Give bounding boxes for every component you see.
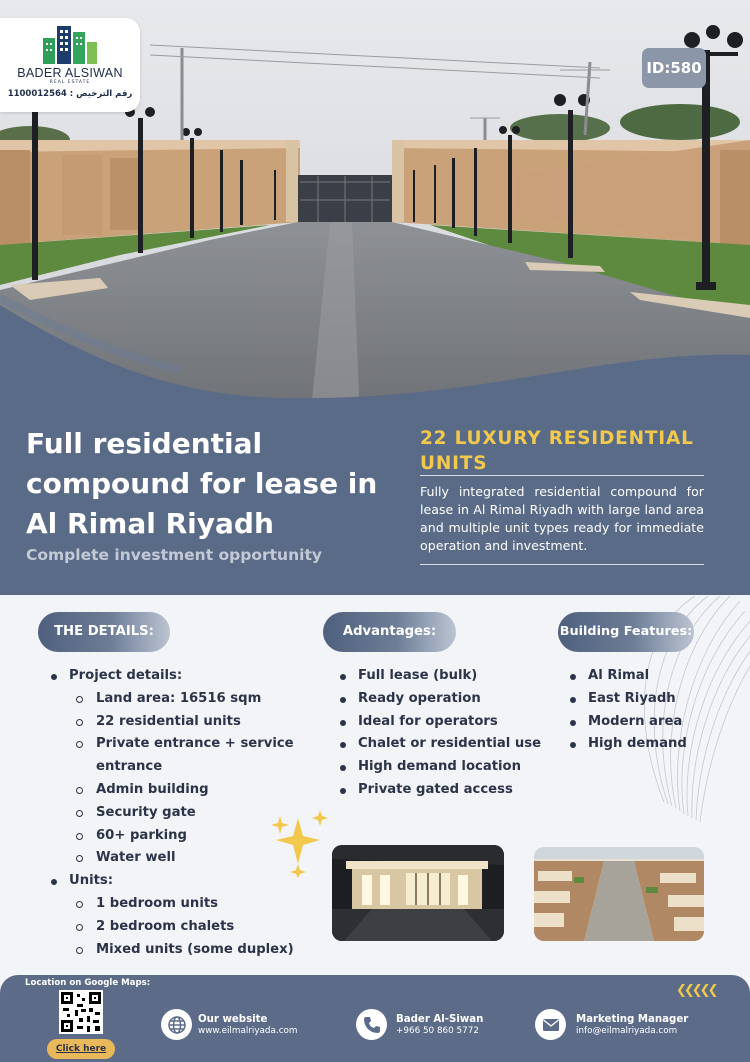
building-logo-icon [39,24,101,66]
page-title: Full residential compound for lease in Al Rimal Riyadh [26,427,378,540]
list-item: 60+ parking [96,825,319,848]
website-label: Our website [198,1014,268,1025]
list-item: Full lease (bulk) [358,665,558,688]
page-subtitle: Complete investment opportunity [26,546,322,564]
contact-block[interactable] [396,1014,483,1037]
aerial-compound-photo [534,847,704,941]
list-item: Ideal for operators [358,711,558,734]
list-item: Al Rimal [588,665,728,688]
brand-subtitle: REAL ESTATE [49,80,91,85]
contact-phone[interactable]: +966 50 860 5772 [396,1026,479,1036]
advantages-heading: Advantages: [323,612,456,652]
list-item: Private entrance + service entrance [96,733,319,779]
list-item: 2 bedroom chalets [96,916,319,939]
details-heading: THE DETAILS: [38,612,170,652]
manager-block[interactable] [576,1014,688,1037]
divider-top [420,475,704,476]
list-item: 22 residential units [96,711,319,734]
units-description: Fully integrated residential compound for lease in Al Rimal Riyadh with large land area and multiple unit types ready for immediate operation and investment. [420,484,704,553]
listing-id-badge: ID:580 [642,48,706,88]
globe-icon [161,1009,192,1040]
maps-label: Location on Google Maps: [25,978,151,988]
envelope-icon [535,1009,566,1040]
list-item: Security gate [96,802,319,825]
contact-name: Bader Al-Siwan [396,1014,484,1025]
website-block[interactable] [198,1014,298,1037]
list-item: Private gated access [358,779,558,802]
list-item: Chalet or residential use [358,733,558,756]
list-item: Units: [69,870,319,893]
building-features-heading: Building Features: [558,612,694,652]
click-here-button[interactable]: Click here [47,1039,115,1059]
list-item: High demand [588,733,728,756]
manager-email[interactable]: info@eilmalriyada.com [576,1026,678,1036]
building-features-list [588,665,728,756]
list-item: Ready operation [358,688,558,711]
list-item: High demand location [358,756,558,779]
list-item: Mixed units (some duplex) [96,939,319,962]
list-item: Admin building [96,779,319,802]
list-item: Water well [96,847,319,870]
qr-code-icon[interactable] [59,990,103,1034]
villa-night-photo [332,845,504,941]
list-item: Land area: 16516 sqm [96,688,319,711]
brand-logo-card [0,18,140,112]
list-item: Project details: [69,665,319,688]
list-item: Modern area [588,711,728,734]
divider-bottom [420,564,704,565]
list-item: 1 bedroom units [96,893,319,916]
brand-name: BADER ALSIWAN [17,66,123,80]
sparkle-icon [268,808,330,878]
website-url[interactable]: www.eilmalriyada.com [198,1026,298,1036]
advantages-list [358,665,558,802]
list-item: East Riyadh [588,688,728,711]
phone-icon [356,1009,387,1040]
chevrons-icon: ❮❮❮❮❮ [676,983,716,998]
units-headline: 22 LUXURY RESIDENTIAL UNITS [420,428,694,474]
manager-label: Marketing Manager [576,1014,689,1025]
license-number: رقم الترخيص : 1100012564 [7,89,133,99]
